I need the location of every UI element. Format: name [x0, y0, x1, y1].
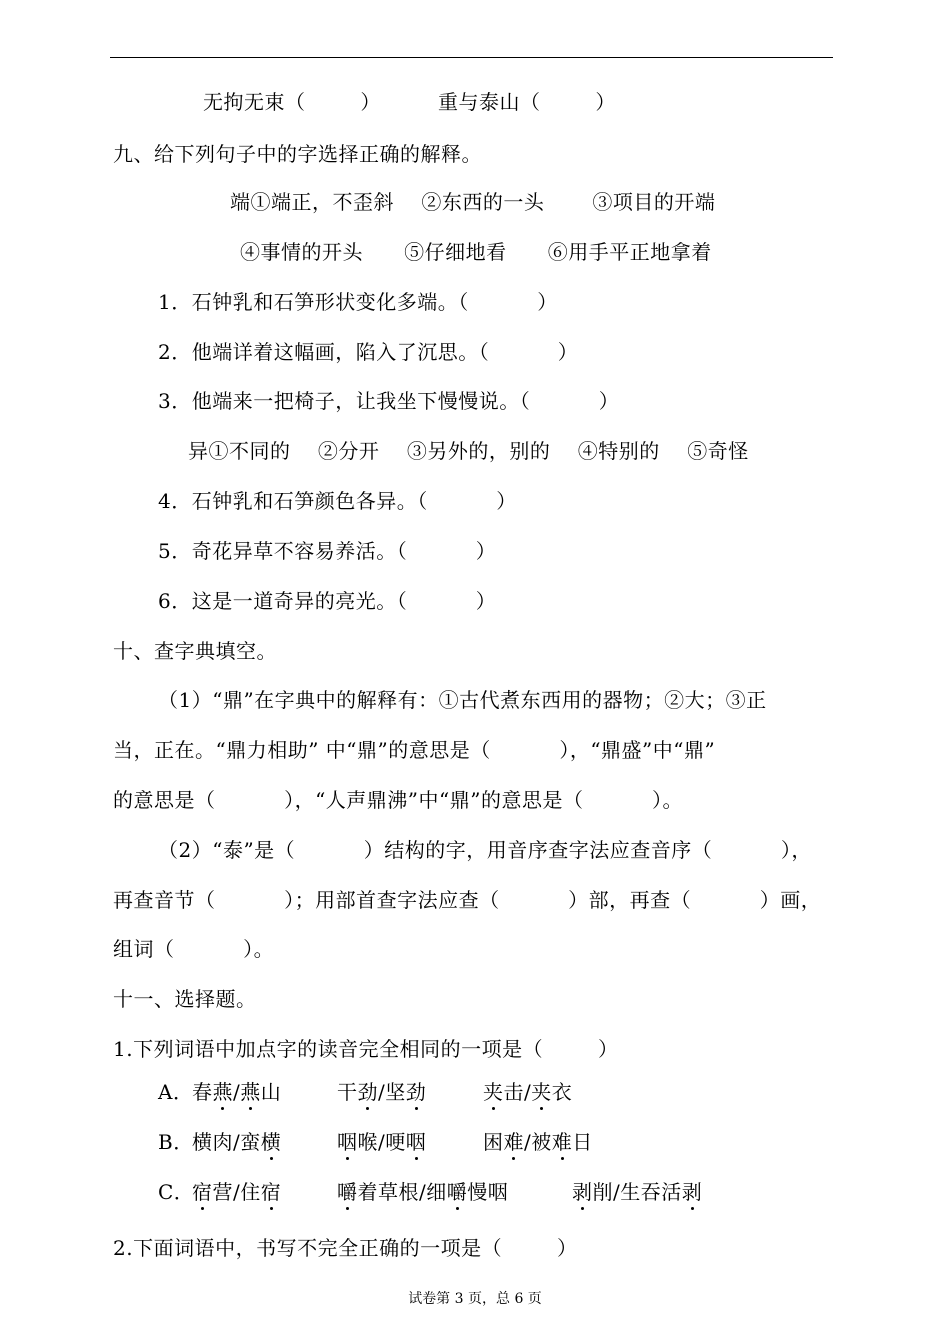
option-a-word-2: 干劲/坚劲: [337, 1080, 427, 1104]
option-b-word-1: 横肉/蛮横: [192, 1130, 282, 1154]
option-a-word-3: 夹击/夹衣: [483, 1080, 573, 1104]
question-9-3: 3．他端来一把椅子，让我坐下慢慢说。（ ）: [158, 389, 620, 413]
option-b-label: B．: [158, 1130, 194, 1154]
section-10-title: 十、查字典填空。: [113, 639, 277, 663]
idiom-1: 无拘无束（ ）: [203, 90, 381, 114]
paragraph-1-line-3: 的意思是（ ），“人声鼎沸”中“鼎”的意思是（ ）。: [113, 788, 684, 812]
option-c-word-1: 宿营/住宿: [192, 1180, 282, 1204]
page-footer: 试卷第 3 页，总 6 页: [408, 1291, 542, 1307]
section-9-title: 九、给下列句子中的字选择正确的解释。: [113, 142, 482, 166]
header-rule: [110, 57, 833, 58]
option-c-word-2: 嚼着草根/细嚼慢咽: [337, 1180, 509, 1204]
question-11-2: 2.下面词语中，书写不完全正确的一项是（ ）: [113, 1236, 578, 1260]
yi-definitions: 异①不同的 ②分开 ③另外的，别的 ④特别的 ⑤奇怪: [188, 439, 749, 463]
question-9-6: 6．这是一道奇异的亮光。（ ）: [158, 589, 497, 613]
question-9-2: 2．他端详着这幅画，陷入了沉思。（ ）: [158, 340, 579, 364]
duan-definitions-2: ④事情的开头 ⑤仔细地看 ⑥用手平正地拿着: [240, 240, 712, 264]
option-a-word-1: 春燕/燕山: [192, 1080, 282, 1104]
option-c-word-3: 剥削/生吞活剥: [572, 1180, 703, 1204]
question-9-5: 5．奇花异草不容易养活。（ ）: [158, 539, 497, 563]
paragraph-2-line-1: （2）“泰”是（ ）结构的字，用音序查字法应查音序（ ），: [158, 838, 812, 862]
question-9-1: 1．石钟乳和石笋形状变化多端。（ ）: [158, 290, 558, 314]
option-a-label: A．: [158, 1080, 194, 1104]
paragraph-1-line-2: 当，正在。“鼎力相助” 中“鼎”的意思是（ ），“鼎盛”中“鼎”: [113, 738, 716, 762]
paragraph-1-line-1: （1）“鼎”在字典中的解释有：①古代煮东西用的器物；②大；③正: [158, 688, 767, 712]
option-b-word-2: 咽喉/哽咽: [337, 1130, 427, 1154]
option-c-label: C．: [158, 1180, 195, 1204]
paragraph-2-line-3: 组词（ ）。: [113, 937, 275, 961]
question-9-4: 4．石钟乳和石笋颜色各异。（ ）: [158, 489, 517, 513]
paragraph-2-line-2: 再查音节（ ）；用部首查字法应查（ ）部，再查（ ）画，: [113, 888, 822, 912]
question-11-1: 1.下列词语中加点字的读音完全相同的一项是（ ）: [113, 1037, 619, 1061]
section-11-title: 十一、选择题。: [113, 987, 257, 1011]
idiom-2: 重与泰山（ ）: [438, 90, 616, 114]
duan-definitions-1: 端①端正，不歪斜 ②东西的一头 ③项目的开端: [230, 190, 716, 214]
option-b-word-3: 困难/被难日: [483, 1130, 593, 1154]
